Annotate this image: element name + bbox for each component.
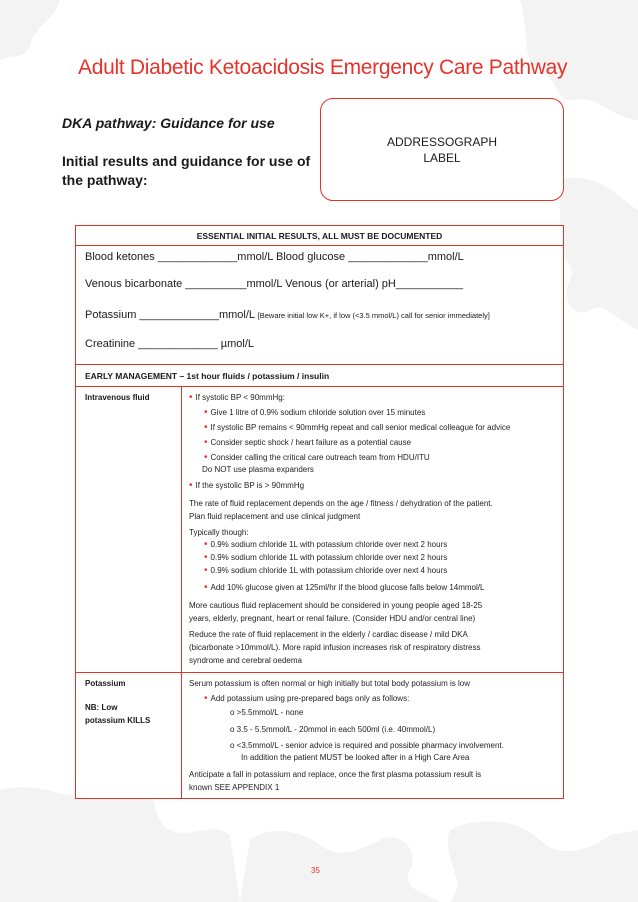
potassium-warning: [Beware initial low K+, if low (<3.5 mmol/L) call for senior immediately]: [257, 311, 490, 320]
iv-fluid-label: Intravenous fluid: [85, 393, 150, 402]
iv-line: • Consider calling the critical care outreach team from HDU/ITU: [204, 452, 430, 463]
bullet-icon: •: [189, 480, 193, 491]
essential-results-heading: ESSENTIAL INITIAL RESULTS, ALL MUST BE DOCUMENTED: [196, 231, 443, 241]
iv-line: Do NOT use plasma expanders: [202, 465, 314, 474]
iv-line: More cautious fluid replacement should be considered in young people aged 18-25: [189, 601, 483, 610]
section-subtitle: DKA pathway: Guidance for use: [62, 115, 275, 131]
potassium-line: Serum potassium is often normal or high initially but total body potassium is low: [189, 679, 471, 688]
potassium-line: o 3.5 - 5.5mmol/L - 20mmol in each 500ml (i.e. 40mmol/L): [230, 725, 436, 734]
addressograph-line2: LABEL: [423, 151, 461, 165]
bullet-icon: •: [204, 552, 208, 563]
result-row-potassium: [85, 309, 490, 321]
iv-line: • Give 1 litre of 0.9% sodium chloride solution over 15 minutes: [204, 407, 426, 418]
bullet-icon: •: [204, 407, 208, 418]
bullet-icon: •: [204, 539, 208, 550]
iv-line: Plan fluid replacement and use clinical judgment: [189, 512, 361, 521]
potassium-line: known SEE APPENDIX 1: [189, 783, 280, 792]
iv-line: • 0.9% sodium chloride 1L with potassium chloride over next 2 hours: [204, 539, 448, 550]
bullet-icon: •: [204, 422, 208, 433]
iv-line: The rate of fluid replacement depends on the age / fitness / dehydration of the patient.: [189, 499, 493, 508]
pathway-table: [75, 225, 564, 799]
bullet-icon: •: [204, 452, 208, 463]
page-title: Adult Diabetic Ketoacidosis Emergency Care Pathway: [78, 56, 568, 79]
iv-line: • If systolic BP < 90mmHg:: [189, 392, 285, 403]
iv-line: syndrome and cerebral oedema: [189, 656, 302, 665]
iv-line: Reduce the rate of fluid replacement in the elderly / cardiac disease / mild DKA: [189, 630, 468, 639]
divider: [76, 672, 563, 673]
potassium-line: • Add potassium using pre-prepared bags only as follows:: [204, 693, 410, 704]
bullet-icon: •: [204, 437, 208, 448]
column-divider: [181, 386, 182, 798]
iv-line: • Add 10% glucose given at 125ml/hr if the blood glucose falls below 14mmol/L: [204, 582, 485, 593]
bullet-icon: •: [204, 582, 208, 593]
iv-line: Typically though:: [189, 528, 249, 537]
potassium-nb-line1: NB: Low: [85, 703, 118, 712]
divider: [76, 245, 563, 246]
iv-line: • If systolic BP remains < 90mmHg repeat and call senior medical colleague for advice: [204, 422, 511, 433]
early-management-heading: EARLY MANAGEMENT – 1st hour fluids / potassium / insulin: [85, 371, 330, 381]
section-subheading: Initial results and guidance for use of the pathway:: [62, 153, 311, 188]
potassium-line: o <3.5mmol/L - senior advice is required and possible pharmacy involvement.: [230, 741, 504, 750]
iv-line: years, elderly, pregnant, heart or renal failure. (Consider HDU and/or central line): [189, 614, 476, 623]
result-row-bicarbonate-ph: Venous bicarbonate __________mmol/L Venous (or arterial) pH___________: [85, 278, 464, 290]
iv-line: • Consider septic shock / heart failure as a potential cause: [204, 437, 412, 448]
potassium-line: o >5.5mmol/L - none: [230, 708, 304, 717]
potassium-field: Potassium _____________mmol/L: [85, 309, 255, 321]
result-row-creatinine: Creatinine _____________ µmol/L: [85, 338, 255, 350]
iv-line: • 0.9% sodium chloride 1L with potassium chloride over next 4 hours: [204, 565, 448, 576]
bullet-icon: •: [189, 392, 193, 403]
iv-line: (bicarbonate >10mmol/L). More rapid infusion increases risk of respiratory distress: [189, 643, 481, 652]
iv-line: • 0.9% sodium chloride 1L with potassium chloride over next 2 hours: [204, 552, 448, 563]
iv-line: • If the systolic BP is > 90mmHg: [189, 480, 305, 491]
divider: [76, 364, 563, 365]
divider: [76, 386, 563, 387]
bullet-icon: •: [204, 565, 208, 576]
potassium-line: In addition the patient MUST be looked after in a High Care Area: [241, 753, 470, 762]
page-number: 35: [311, 866, 320, 875]
addressograph-label-box: [320, 98, 564, 201]
bullet-icon: •: [204, 693, 208, 704]
addressograph-line1: ADDRESSOGRAPH: [386, 135, 498, 149]
potassium-line: Anticipate a fall in potassium and replace, once the first plasma potassium result is: [189, 770, 482, 779]
potassium-label: Potassium: [85, 679, 126, 688]
result-row-ketones-glucose: Blood ketones _____________mmol/L Blood glucose _____________mmol/L: [85, 251, 464, 263]
potassium-nb-line2: potassium KILLS: [85, 716, 151, 725]
